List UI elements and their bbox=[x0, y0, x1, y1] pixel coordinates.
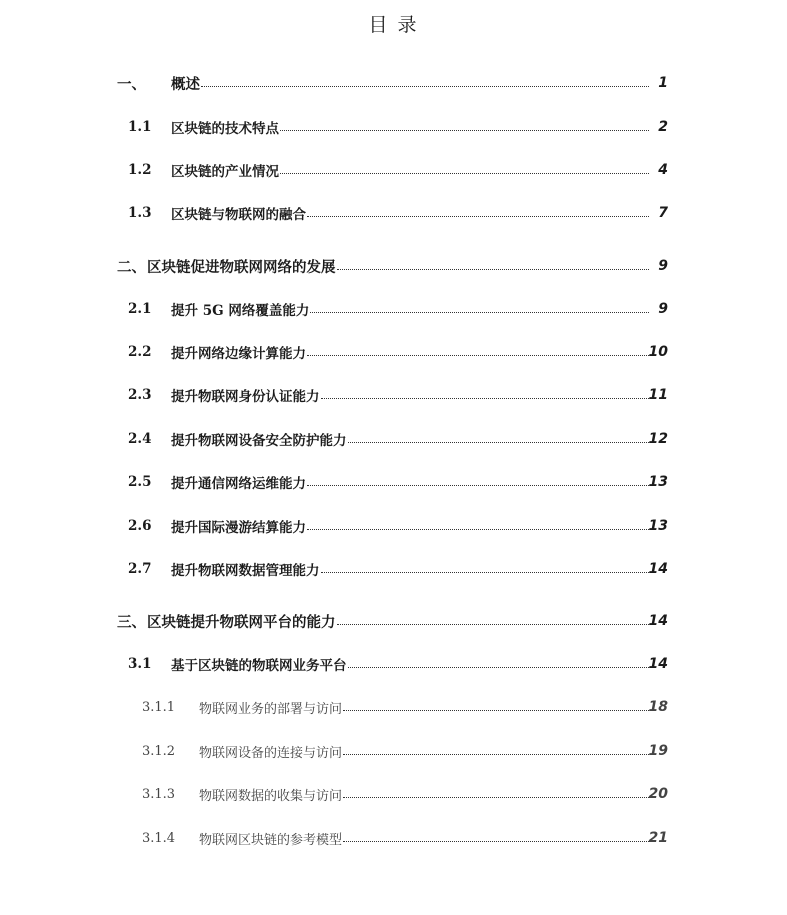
leader-dots bbox=[348, 442, 650, 443]
toc-entry[interactable] bbox=[0, 340, 787, 364]
leader-dots bbox=[348, 667, 650, 668]
toc-entry-number: 3.1 bbox=[128, 656, 152, 672]
toc-entry[interactable] bbox=[0, 557, 787, 581]
toc-entry-page: 9 bbox=[658, 301, 668, 317]
leader-dots bbox=[307, 485, 649, 486]
toc-entry-number: 2.5 bbox=[128, 474, 152, 490]
toc-entry-number: 二、 bbox=[117, 258, 146, 276]
leader-dots bbox=[307, 216, 649, 217]
leader-dots bbox=[307, 355, 649, 356]
toc-entry-label: 概述 bbox=[171, 75, 200, 93]
toc-entry[interactable] bbox=[0, 470, 787, 494]
toc-entry-number: 2.2 bbox=[128, 344, 152, 360]
toc-entry-page: 4 bbox=[658, 162, 668, 178]
toc-entry-number: 3.1.3 bbox=[142, 786, 176, 802]
toc-entry-page: 10 bbox=[648, 344, 668, 360]
toc-entry-number: 2.3 bbox=[128, 387, 152, 403]
toc-entry-label: 物联网设备的连接与访问 bbox=[199, 745, 343, 761]
leader-dots bbox=[280, 130, 649, 131]
toc-entry-number: 3.1.1 bbox=[142, 699, 176, 715]
leader-dots bbox=[280, 173, 649, 174]
toc-entry[interactable] bbox=[0, 514, 787, 538]
toc-entry-number: 2.4 bbox=[128, 431, 152, 447]
toc-entry[interactable] bbox=[0, 383, 787, 407]
toc-entry[interactable] bbox=[0, 158, 787, 182]
toc-entry-label: 提升 5G 网络覆盖能力 bbox=[171, 303, 310, 319]
toc-entry-page: 20 bbox=[648, 786, 668, 802]
toc-entry-page: 13 bbox=[648, 474, 668, 490]
toc-entry-number: 2.6 bbox=[128, 518, 152, 534]
toc-entry-label: 区块链的技术特点 bbox=[171, 121, 279, 137]
leader-dots bbox=[321, 398, 650, 399]
toc-entry[interactable] bbox=[0, 297, 787, 321]
toc-entry-label: 提升通信网络运维能力 bbox=[171, 476, 306, 492]
toc-entry-number: 1.1 bbox=[128, 119, 152, 135]
toc-title: 目 录 bbox=[368, 14, 419, 36]
toc-entry-page: 12 bbox=[648, 431, 668, 447]
toc-entry-number: 三、 bbox=[117, 613, 146, 631]
toc-entry[interactable] bbox=[0, 201, 787, 225]
toc-entry-page: 14 bbox=[648, 561, 668, 577]
toc-entry-page: 13 bbox=[648, 518, 668, 534]
toc-entry-page: 7 bbox=[658, 205, 668, 221]
leader-dots bbox=[343, 754, 649, 755]
toc-entry-page: 9 bbox=[658, 258, 668, 274]
leader-dots bbox=[307, 529, 649, 530]
toc-entry-label: 区块链促进物联网网络的发展 bbox=[147, 258, 336, 276]
toc-entry-page: 14 bbox=[648, 613, 668, 629]
toc-entry[interactable] bbox=[0, 652, 787, 676]
toc-entry-label: 区块链的产业情况 bbox=[171, 164, 279, 180]
toc-entry-label: 提升物联网身份认证能力 bbox=[171, 389, 320, 405]
leader-dots bbox=[337, 269, 650, 270]
leader-dots bbox=[337, 624, 650, 625]
toc-entry[interactable] bbox=[0, 427, 787, 451]
toc-entry-number: 2.7 bbox=[128, 561, 152, 577]
toc-entry-label: 提升国际漫游结算能力 bbox=[171, 520, 306, 536]
toc-entry-label: 区块链与物联网的融合 bbox=[171, 207, 306, 223]
toc-entry[interactable] bbox=[0, 739, 787, 763]
toc-entry-number: 3.1.2 bbox=[142, 743, 176, 759]
toc-entry-page: 18 bbox=[648, 699, 668, 715]
toc-entry-page: 21 bbox=[648, 830, 668, 846]
toc-entry-page: 1 bbox=[658, 75, 668, 91]
toc-entry[interactable] bbox=[0, 695, 787, 719]
toc-entry-page: 11 bbox=[648, 387, 668, 403]
leader-dots bbox=[310, 312, 649, 313]
leader-dots bbox=[343, 841, 649, 842]
toc-entry[interactable] bbox=[0, 609, 787, 633]
leader-dots bbox=[201, 86, 649, 87]
toc-entry-label: 物联网数据的收集与访问 bbox=[199, 788, 343, 804]
leader-dots bbox=[321, 572, 650, 573]
leader-dots bbox=[343, 710, 649, 711]
toc-entry-label: 提升物联网设备安全防护能力 bbox=[171, 433, 347, 449]
leader-dots bbox=[343, 797, 649, 798]
toc-entry-number: 3.1.4 bbox=[142, 830, 176, 846]
toc-entry-page: 19 bbox=[648, 743, 668, 759]
toc-entry-label: 提升网络边缘计算能力 bbox=[171, 346, 306, 362]
toc-entry[interactable] bbox=[0, 115, 787, 139]
toc-entry-label: 区块链提升物联网平台的能力 bbox=[147, 613, 336, 631]
toc-entry[interactable] bbox=[0, 782, 787, 806]
toc-entry-label: 基于区块链的物联网业务平台 bbox=[171, 658, 347, 674]
toc-entry-page: 2 bbox=[658, 119, 668, 135]
toc-entry[interactable] bbox=[0, 826, 787, 850]
toc-entry[interactable] bbox=[0, 71, 787, 95]
toc-entry-number: 一、 bbox=[117, 75, 146, 93]
toc-entry-page: 14 bbox=[648, 656, 668, 672]
toc-entry-number: 1.3 bbox=[128, 205, 152, 221]
toc-entry-label: 物联网区块链的参考模型 bbox=[199, 832, 343, 848]
toc-entry-number: 2.1 bbox=[128, 301, 152, 317]
toc-entry-number: 1.2 bbox=[128, 162, 152, 178]
toc-entry-label: 提升物联网数据管理能力 bbox=[171, 563, 320, 579]
toc-entry[interactable] bbox=[0, 254, 787, 278]
toc-entry-label: 物联网业务的部署与访问 bbox=[199, 701, 343, 717]
